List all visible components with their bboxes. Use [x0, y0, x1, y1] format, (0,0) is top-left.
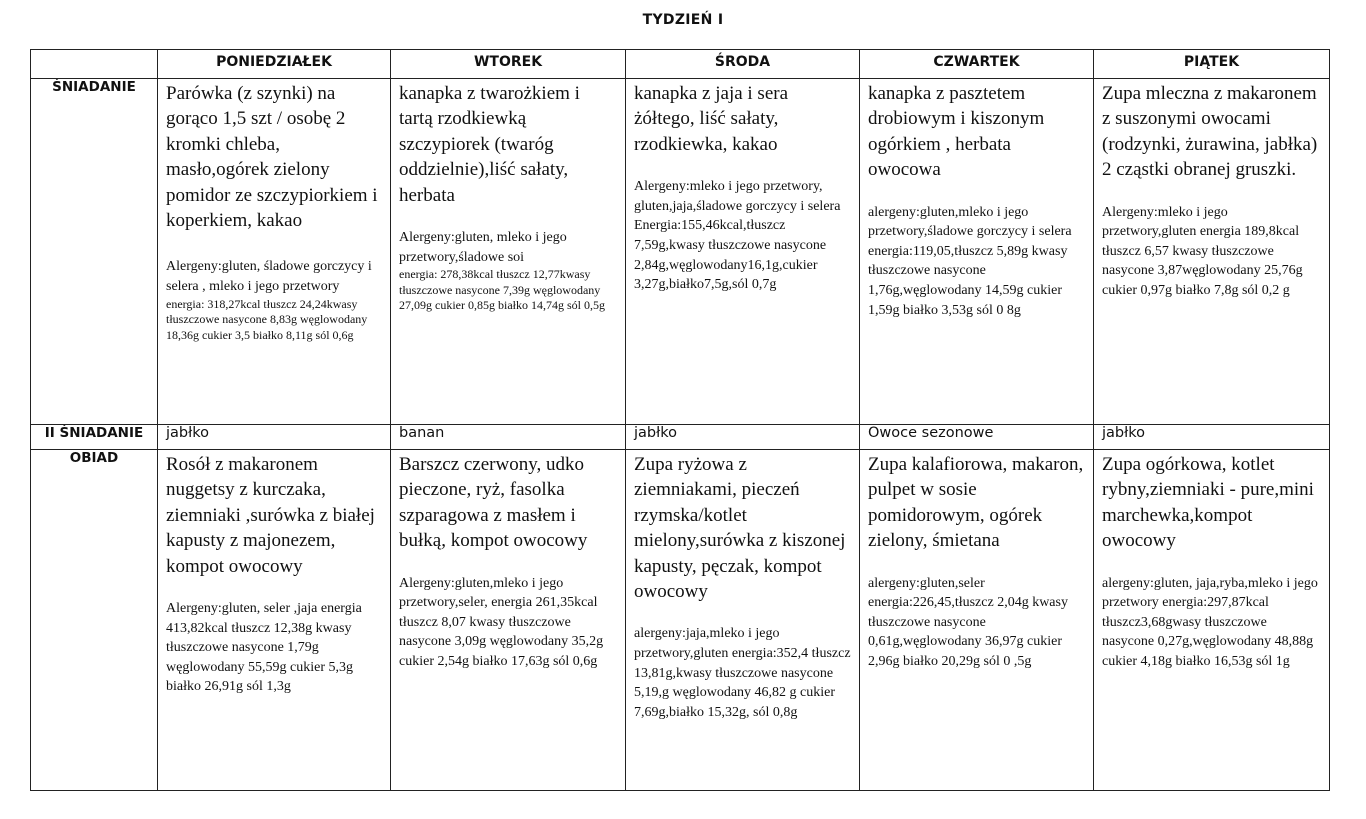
breakfast-dish: Parówka (z szynki) na gorąco 1,5 szt / osobę 2 kromki chleba, masło,ogórek zielony pomidor ze szczypiorkiem i koperkiem, kakao — [166, 83, 378, 232]
lunch-dish: Barszcz czerwony, udko pieczone, ryż, fasolka szparagowa z masłem i bułką, kompot owocowy — [399, 454, 588, 552]
allergen-info: Alergeny:gluten, śladowe gorczycy i selera , mleko i jego przetwory — [166, 259, 372, 295]
allergen-info: alergeny:gluten,seler energia:226,45,tłuszcz 2,04g kwasy tłuszczowe nasycone 0,61g,węglowodany 36,97g cukier 2,96g białko 20,29g sól 0 ,5g — [868, 575, 1068, 669]
meal-label-breakfast: ŚNIADANIE — [31, 79, 158, 425]
lunch-row — [31, 450, 1330, 791]
allergen-info: alergeny:gluten, jaja,ryba,mleko i jego przetwory energia:297,87kcal tłuszcz3,68gwasy tłuszczowe nasycone 0,27g,węglowodany 48,88g cukier 4,18g białko 16,53g sól 1g — [1102, 575, 1318, 669]
allergen-info: Alergeny:gluten, seler ,jaja energia 413,82kcal tłuszcz 12,38g kwasy tłuszczowe nasycone 1,79g węglowodany 55,59g cukier 5,3g białko 26,91g sól 1,3g — [166, 601, 362, 695]
second-breakfast-wednesday: jabłko — [626, 425, 860, 450]
day-header-thursday: CZWARTEK — [860, 50, 1094, 79]
lunch-dish: Zupa ogórkowa, kotlet rybny,ziemniaki - pure,mini marchewka,kompot owocowy — [1102, 454, 1314, 552]
lunch-dish: Zupa ryżowa z ziemniakami, pieczeń rzymska/kotlet mielony,surówka z kiszonej kapusty, pęczak, kompot owocowy — [634, 454, 846, 603]
breakfast-cell-wednesday — [626, 79, 860, 425]
second-breakfast-tuesday: banan — [391, 425, 626, 450]
allergen-info: alergeny:gluten,mleko i jego przetwory,śladowe gorczycy i selera energia:119,05,tłuszcz 5,89g kwasy tłuszczowe nasycone 1,76g,węglowodany 14,59g cukier 1,59g białko 3,53g sól 0 8g — [868, 204, 1072, 318]
breakfast-dish: kanapka z twarożkiem i tartą rzodkiewką szczypiorek (twaróg oddzielnie),liść sałaty, herbata — [399, 83, 580, 206]
breakfast-cell-monday — [158, 79, 391, 425]
breakfast-cell-tuesday — [391, 79, 626, 425]
corner-cell — [31, 50, 158, 79]
second-breakfast-friday: jabłko — [1094, 425, 1330, 450]
allergen-info: alergeny:jaja,mleko i jego przetwory,gluten energia:352,4 tłuszcz 13,81g,kwasy tłuszczowe nasycone 5,19,g węglowodany 46,82 g cukier 7,69g,białko 15,32g, sól 0,8g — [634, 626, 851, 720]
day-header-tuesday: WTOREK — [391, 50, 626, 79]
meal-label-second-breakfast: II ŚNIADANIE — [31, 425, 158, 450]
day-header-friday: PIĄTEK — [1094, 50, 1330, 79]
day-header-monday: PONIEDZIAŁEK — [158, 50, 391, 79]
allergen-info: Alergeny:gluten,mleko i jego przetwory,seler, energia 261,35kcal tłuszcz 8,07 kwasy tłuszczowe nasycone 3,09g węglowodany 35,2g cukier 2,54g białko 17,63g sól 0,6g — [399, 575, 604, 669]
breakfast-cell-friday — [1094, 79, 1330, 425]
second-breakfast-monday: jabłko — [158, 425, 391, 450]
allergen-info: Alergeny:mleko i jego przetwory, gluten,jaja,śladowe gorczycy i selera Energia:155,46kcal,tłuszcz 7,59g,kwasy tłuszczowe nasycone 2,84g,węglowodany16,1g,cukier 3,27g,białko7,5g,sól 0,7g — [634, 179, 841, 293]
allergen-info: Alergeny:gluten, mleko i jego przetwory,śladowe soi — [399, 230, 567, 265]
breakfast-dish: Zupa mleczna z makaronem z suszonymi owocami (rodzynki, żurawina, jabłka) 2 cząstki obranej gruszki. — [1102, 83, 1318, 181]
lunch-cell-monday — [158, 450, 391, 791]
nutrition-info: energia: 318,27kcal tłuszcz 24,24kwasy tłuszczowe nasycone 8,83g węglowodany 18,36g cukier 3,5 białko 8,11g sól 0,6g — [166, 296, 368, 342]
second-breakfast-thursday: Owoce sezonowe — [860, 425, 1094, 450]
lunch-cell-tuesday — [391, 450, 626, 791]
day-header-wednesday: ŚRODA — [626, 50, 860, 79]
header-row — [31, 50, 1330, 79]
breakfast-dish: kanapka z pasztetem drobiowym i kiszonym ogórkiem , herbata owocowa — [868, 83, 1045, 181]
allergen-info: Alergeny:mleko i jego przetwory,gluten energia 189,8kcal tłuszcz 6,57 kwasy tłuszczowe nasycone 3,87węglowodany 25,76g cukier 0,97g białko 7,8g sól 0,2 g — [1102, 204, 1303, 298]
breakfast-row — [31, 79, 1330, 425]
second-breakfast-row — [31, 425, 1330, 450]
lunch-cell-wednesday — [626, 450, 860, 791]
lunch-cell-friday — [1094, 450, 1330, 791]
meal-label-lunch: OBIAD — [31, 450, 158, 791]
lunch-cell-thursday — [860, 450, 1094, 791]
lunch-dish: Rosół z makaronem nuggetsy z kurczaka, ziemniaki ,surówka z białej kapusty z majonezem, kompot owocowy — [166, 454, 375, 577]
page-title: TYDZIEŃ I — [642, 12, 724, 28]
nutrition-info: energia: 278,38kcal tłuszcz 12,77kwasy tłuszczowe nasycone 7,39g węglowodany 27,09g cukier 0,85g białko 14,74g sól 0,5g — [399, 267, 605, 313]
breakfast-cell-thursday — [860, 79, 1094, 425]
breakfast-dish: kanapka z jaja i sera żółtego, liść sałaty, rzodkiewka, kakao — [634, 83, 789, 155]
weekly-menu-table — [30, 49, 1330, 791]
lunch-dish: Zupa kalafiorowa, makaron, pulpet w sosie pomidorowym, ogórek zielony, śmietana — [868, 454, 1084, 552]
